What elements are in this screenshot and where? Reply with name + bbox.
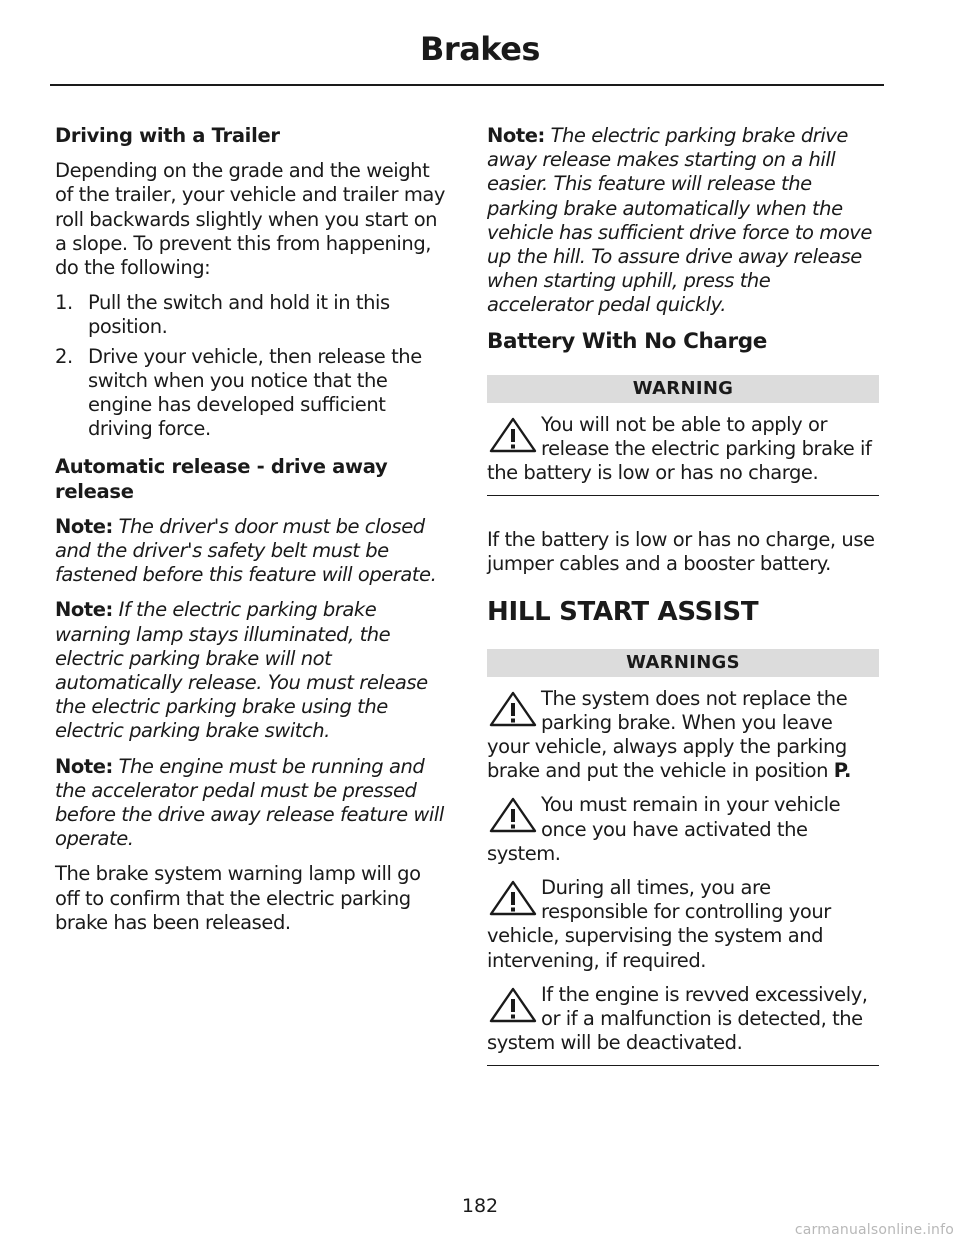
list-item xyxy=(55,345,448,442)
step-number: 2. xyxy=(55,344,73,368)
note-label: Note: xyxy=(55,514,113,538)
right-column xyxy=(487,124,879,1066)
watermark: carmanualsonline.info xyxy=(794,1222,954,1238)
note-label: Note: xyxy=(55,598,113,622)
note-text: The driver's door must be closed and the driver's safety belt must be fastened before this feature will operate. xyxy=(55,514,437,587)
note-paragraph xyxy=(55,515,448,588)
section-heading-hill-start: HILL START ASSIST xyxy=(487,596,759,627)
note-text: If the electric parking brake warning lamp stays illuminated, the electric parking brake will not automatically release. You must release the electric parking brake using the electric parking brake switch. xyxy=(55,598,428,743)
warning-item xyxy=(487,983,879,1056)
warnings-end-divider xyxy=(487,1065,879,1066)
section-heading-battery: Battery With No Charge xyxy=(487,328,767,354)
section-heading-trailer: Driving with a Trailer xyxy=(55,124,280,147)
page-header-title: Brakes xyxy=(420,30,540,68)
note-paragraph xyxy=(487,124,879,318)
step-text: Drive your vehicle, then release the switch when you notice that the engine has developed sufficient driving force. xyxy=(88,344,422,441)
warning-banner: WARNING xyxy=(487,375,879,403)
warnings-banner: WARNINGS xyxy=(487,649,879,677)
header-divider xyxy=(50,84,884,86)
section-heading-auto-release: Automatic release - drive away release xyxy=(55,455,388,503)
warning-triangle-icon xyxy=(487,415,539,455)
left-column xyxy=(55,124,448,946)
warning-triangle-icon xyxy=(487,985,539,1025)
trailer-paragraph: Depending on the grade and the weight of the trailer, your vehicle and trailer may roll backwards slightly when you start on a slope. To prevent this from happening, do the following: xyxy=(55,159,445,280)
note-label: Note: xyxy=(55,754,113,778)
warning-text: You must remain in your vehicle once you have activated the system. xyxy=(487,793,841,865)
battery-paragraph: If the battery is low or has no charge, use jumper cables and a booster battery. xyxy=(487,528,875,576)
list-item xyxy=(55,291,448,339)
warning-triangle-icon xyxy=(487,878,539,918)
note-text: The electric parking brake drive away release makes starting on a hill easier. This feature will release the parking brake automatically when the vehicle has sufficient drive force to move up the hill. To assure drive away release when starting uphill, press the accelerator pedal quickly. xyxy=(487,124,872,317)
warning-end-divider xyxy=(487,495,879,496)
warning-item xyxy=(487,793,879,866)
warning-text: The system does not replace the parking brake. When you leave your vehicle, always apply the parking brake and put the vehicle in position xyxy=(487,686,848,783)
warning-item xyxy=(487,413,879,486)
step-text: Pull the switch and hold it in this position. xyxy=(88,291,390,339)
warning-text: You will not be able to apply or release the electric parking brake if the battery is low or has no charge. xyxy=(487,412,872,485)
step-number: 1. xyxy=(55,291,73,315)
warning-triangle-icon xyxy=(487,795,539,835)
warning-text: During all times, you are responsible for controlling your vehicle, supervising the system and intervening, if required. xyxy=(487,876,831,972)
note-paragraph xyxy=(55,755,448,852)
warning-text: If the engine is revved excessively, or if a malfunction is detected, the system will be deactivated. xyxy=(487,982,868,1055)
note-text: The engine must be running and the accelerator pedal must be pressed before the drive away release feature will operate. xyxy=(55,754,444,851)
closing-paragraph: The brake system warning lamp will go off to confirm that the electric parking brake has been released. xyxy=(55,862,421,934)
note-paragraph xyxy=(55,598,448,743)
trailer-steps-list xyxy=(55,291,448,441)
page-number: 182 xyxy=(461,1195,499,1217)
warning-item xyxy=(487,876,879,973)
gear-position-label: P. xyxy=(833,759,851,783)
warning-triangle-icon xyxy=(487,689,539,729)
warning-item xyxy=(487,687,879,784)
note-label: Note: xyxy=(487,124,545,147)
